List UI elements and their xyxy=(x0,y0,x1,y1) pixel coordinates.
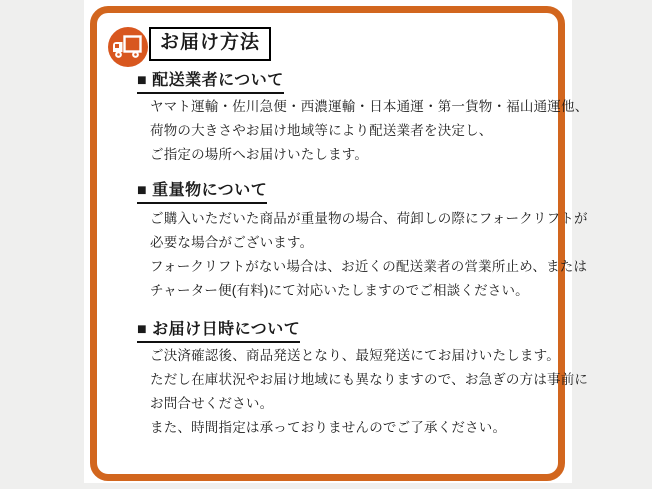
body-line: ただし在庫状況やお届け地域にも異なりますので、お急ぎの方は事前に xyxy=(150,372,589,387)
body-line: ご指定の場所へお届けいたします。 xyxy=(150,147,369,162)
body-line: また、時間指定は承っておりませんのでご了承ください。 xyxy=(150,420,507,435)
content-column xyxy=(84,0,589,483)
delivery-info-panel xyxy=(90,6,589,481)
section-body-carriers xyxy=(150,95,588,167)
body-line: ヤマト運輸・佐川急便・西濃運輸・日本通運・第一貨物・福山通運他、 xyxy=(150,99,589,114)
truck-icon xyxy=(107,26,149,68)
body-line: フォークリフトがない場合は、お近くの配送業者の営業所止め、または xyxy=(150,259,588,274)
body-line: ご決済確認後、商品発送となり、最短発送にてお届けいたします。 xyxy=(150,348,560,363)
body-line: 必要な場合がございます。 xyxy=(150,235,314,250)
body-line: 荷物の大きさやお届け地域等により配送業者を決定し、 xyxy=(150,123,493,138)
section-body-heavy-items xyxy=(150,207,588,303)
body-line: チャーター便(有料)にて対応いたしますのでご相談ください。 xyxy=(150,283,529,298)
section-heading-heavy-items: ■ 重量物について xyxy=(137,177,267,204)
section-heading-carriers: ■ 配送業者について xyxy=(137,67,284,94)
body-line: ご購入いただいた商品が重量物の場合、荷卸しの際にフォークリフトが xyxy=(150,211,588,226)
section-body-delivery-datetime xyxy=(150,344,588,440)
section-heading-delivery-datetime: ■ お届け日時について xyxy=(137,316,300,343)
delivery-method-title: お届け方法 xyxy=(149,27,271,61)
body-line: お問合せください。 xyxy=(150,396,274,411)
